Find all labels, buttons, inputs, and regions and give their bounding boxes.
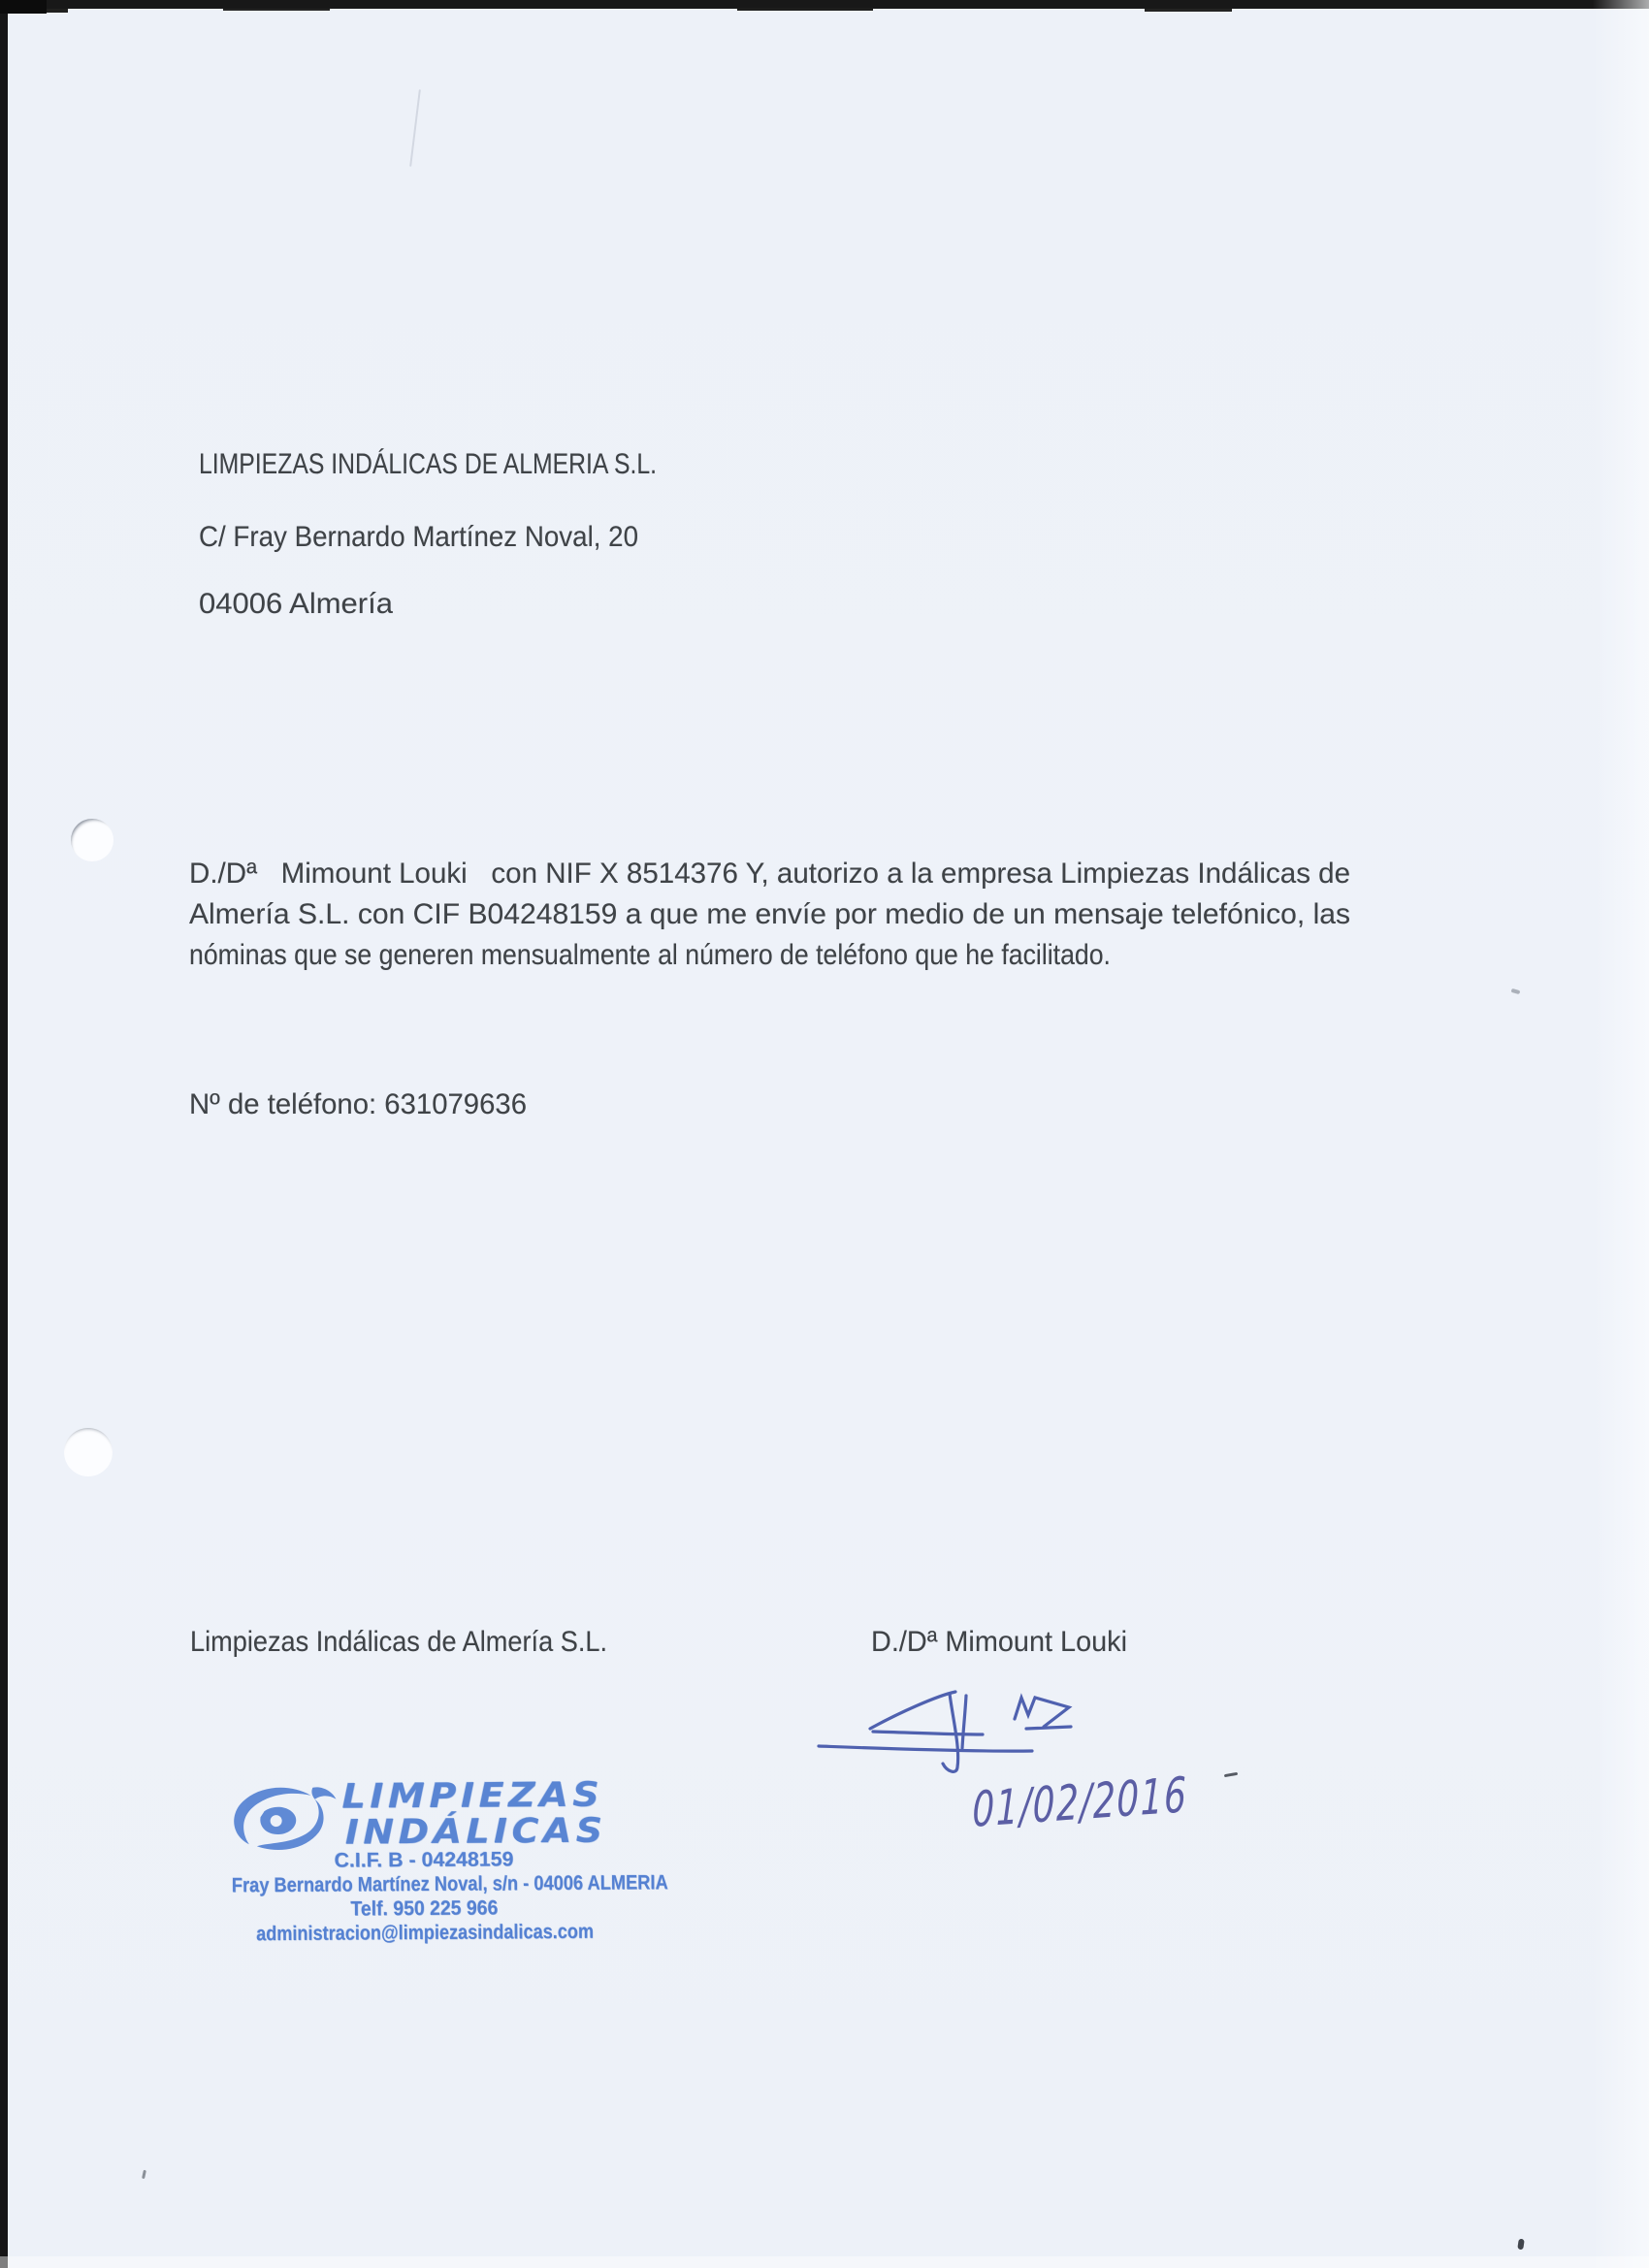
header-street-line	[199, 519, 674, 556]
paragraph-line	[189, 894, 1363, 935]
stamp-email-text: administracion@limpiezasindalicas.com	[255, 1920, 594, 1946]
scan-edge-left	[0, 0, 8, 2268]
header-city-text: 04006 Almería	[199, 588, 394, 620]
scan-speck	[142, 2170, 146, 2179]
scan-edge-top-jitter	[1145, 9, 1232, 12]
stamp-phone-text: Telf. 950 225 966	[350, 1896, 499, 1921]
signature-person-label	[871, 1624, 1138, 1661]
header-city-line	[199, 586, 394, 623]
signature-company-label	[190, 1624, 651, 1661]
scan-edge-corner	[0, 0, 47, 14]
scan-edge-right-highlight	[1593, 0, 1649, 2268]
phone-number-line	[189, 1086, 534, 1123]
authorization-paragraph	[189, 854, 1363, 976]
header-company-text: LIMPIEZAS INDÁLICAS DE ALMERIA S.L.	[199, 448, 658, 480]
handwritten-date-text: 01/02/2016	[972, 1766, 1188, 1838]
stamp-cif-line	[199, 1847, 650, 1873]
scan-edge-top-jitter	[737, 8, 873, 11]
header-company-line	[199, 446, 754, 483]
stamp-address-text: Fray Bernardo Martínez Noval, s/n - 04006 ALMERIA	[231, 1871, 668, 1897]
stamp-brand-text2: INDÁLICAS	[344, 1811, 607, 1853]
signature-company-text: Limpiezas Indálicas de Almería S.L.	[190, 1626, 608, 1658]
scan-scratch	[409, 89, 421, 167]
scan-speck	[1511, 988, 1521, 994]
stamp-brand-text1: LIMPIEZAS	[341, 1775, 604, 1817]
header-street-text: C/ Fray Bernardo Martínez Noval, 20	[199, 521, 638, 553]
stamp-brand-line1	[341, 1775, 604, 1817]
scan-edge-bottom-highlight	[0, 2256, 1649, 2268]
company-logo-icon	[227, 1782, 339, 1853]
stamp-phone-line	[199, 1895, 650, 1922]
hole-punch-bottom	[64, 1428, 113, 1476]
company-stamp	[198, 1775, 668, 1960]
phone-number-text: Nº de teléfono: 631079636	[189, 1088, 527, 1120]
scan-speck	[1517, 2239, 1524, 2251]
paragraph-line-3: nóminas que se generen mensualmente al número de teléfono que he facilitado.	[189, 939, 1111, 971]
signature-person-text: D./Dª Mimount Louki	[871, 1626, 1127, 1658]
scan-edge-top-jitter	[223, 9, 330, 11]
stamp-cif-text: C.I.F. B - 04248159	[334, 1848, 514, 1872]
paragraph-line	[189, 935, 1363, 976]
paragraph-line	[189, 854, 1363, 894]
paragraph-line-2: Almería S.L. con CIF B04248159 a que me envíe por medio de un mensaje telefónico, las	[189, 898, 1351, 930]
stamp-brand-line2	[344, 1811, 607, 1853]
stamp-email-line	[199, 1920, 650, 1946]
stamp-address-line	[199, 1871, 668, 1897]
paragraph-line-1: D./Dª Mimount Louki con NIF X 8514376 Y, autorizo a la empresa Limpiezas Indálicas de	[189, 858, 1351, 890]
hole-punch-top	[71, 819, 113, 861]
